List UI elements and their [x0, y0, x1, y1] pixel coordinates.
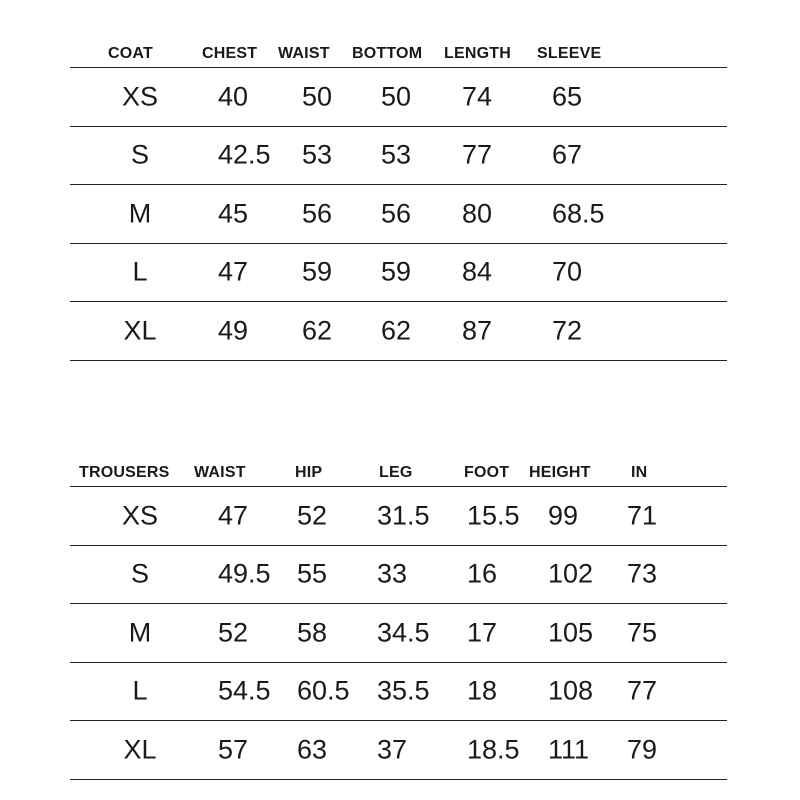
leg-value: 31.5 [377, 500, 430, 531]
bottom-value: 59 [381, 256, 412, 287]
table-row [70, 127, 727, 186]
sleeve-value: 68.5 [552, 198, 605, 229]
height-value: 108 [548, 675, 594, 706]
trousers-header-foot: FOOT [464, 464, 510, 481]
waist-value: 47 [218, 500, 249, 531]
length-value: 77 [462, 139, 493, 170]
table-row [70, 302, 727, 361]
coat-header-bottom: BOTTOM [352, 45, 423, 62]
hip-value: 60.5 [297, 675, 350, 706]
trousers-header-row [70, 446, 727, 487]
table-row [70, 68, 727, 127]
leg-value: 35.5 [377, 675, 430, 706]
size-label: XS [121, 81, 159, 112]
waist-value: 53 [302, 139, 333, 170]
trousers-size-table [70, 446, 727, 780]
foot-value: 17 [467, 617, 498, 648]
bottom-value: 50 [381, 81, 412, 112]
foot-value: 16 [467, 558, 498, 589]
chest-value: 47 [218, 256, 249, 287]
chest-value: 42.5 [218, 139, 271, 170]
coat-header-length: LENGTH [444, 45, 511, 62]
table-row [70, 185, 727, 244]
in-value: 75 [627, 617, 658, 648]
size-label: M [128, 617, 152, 648]
coat-header-sleeve: SLEEVE [537, 45, 602, 62]
in-value: 71 [627, 500, 658, 531]
length-value: 80 [462, 198, 493, 229]
hip-value: 52 [297, 500, 328, 531]
chest-value: 49 [218, 315, 249, 346]
table-row [70, 487, 727, 546]
height-value: 105 [548, 617, 594, 648]
leg-value: 34.5 [377, 617, 430, 648]
size-label: M [128, 198, 152, 229]
length-value: 74 [462, 81, 493, 112]
sleeve-value: 72 [552, 315, 583, 346]
chest-value: 40 [218, 81, 249, 112]
size-label: L [132, 256, 148, 287]
size-label: XL [123, 734, 157, 765]
hip-value: 58 [297, 617, 328, 648]
sleeve-value: 70 [552, 256, 583, 287]
bottom-value: 62 [381, 315, 412, 346]
waist-value: 54.5 [218, 675, 271, 706]
waist-value: 62 [302, 315, 333, 346]
chest-value: 45 [218, 198, 249, 229]
trousers-header-leg: LEG [379, 464, 413, 481]
table-row [70, 244, 727, 303]
in-value: 73 [627, 558, 658, 589]
trousers-header-trousers: TROUSERS [79, 464, 170, 481]
coat-size-table [70, 27, 727, 361]
height-value: 102 [548, 558, 594, 589]
waist-value: 56 [302, 198, 333, 229]
size-label: S [130, 139, 149, 170]
bottom-value: 56 [381, 198, 412, 229]
table-row [70, 604, 727, 663]
trousers-header-height: HEIGHT [529, 464, 591, 481]
coat-header-row [70, 27, 727, 68]
coat-header-chest: CHEST [202, 45, 258, 62]
size-label: S [130, 558, 149, 589]
waist-value: 52 [218, 617, 249, 648]
size-label: XL [123, 315, 157, 346]
length-value: 87 [462, 315, 493, 346]
hip-value: 63 [297, 734, 328, 765]
leg-value: 33 [377, 558, 408, 589]
size-label: XS [121, 500, 159, 531]
waist-value: 50 [302, 81, 333, 112]
height-value: 111 [548, 734, 590, 765]
sleeve-value: 67 [552, 139, 583, 170]
table-row [70, 663, 727, 722]
size-label: L [132, 675, 148, 706]
sleeve-value: 65 [552, 81, 583, 112]
leg-value: 37 [377, 734, 408, 765]
hip-value: 55 [297, 558, 328, 589]
waist-value: 49.5 [218, 558, 271, 589]
height-value: 99 [548, 500, 579, 531]
coat-header-waist: WAIST [278, 45, 330, 62]
length-value: 84 [462, 256, 493, 287]
bottom-value: 53 [381, 139, 412, 170]
trousers-header-in: IN [631, 464, 648, 481]
coat-header-coat: COAT [108, 45, 153, 62]
trousers-header-waist: WAIST [194, 464, 246, 481]
table-row [70, 546, 727, 605]
foot-value: 18.5 [467, 734, 520, 765]
waist-value: 57 [218, 734, 249, 765]
foot-value: 18 [467, 675, 498, 706]
waist-value: 59 [302, 256, 333, 287]
in-value: 77 [627, 675, 658, 706]
table-row [70, 721, 727, 780]
trousers-header-hip: HIP [295, 464, 323, 481]
foot-value: 15.5 [467, 500, 520, 531]
in-value: 79 [627, 734, 658, 765]
